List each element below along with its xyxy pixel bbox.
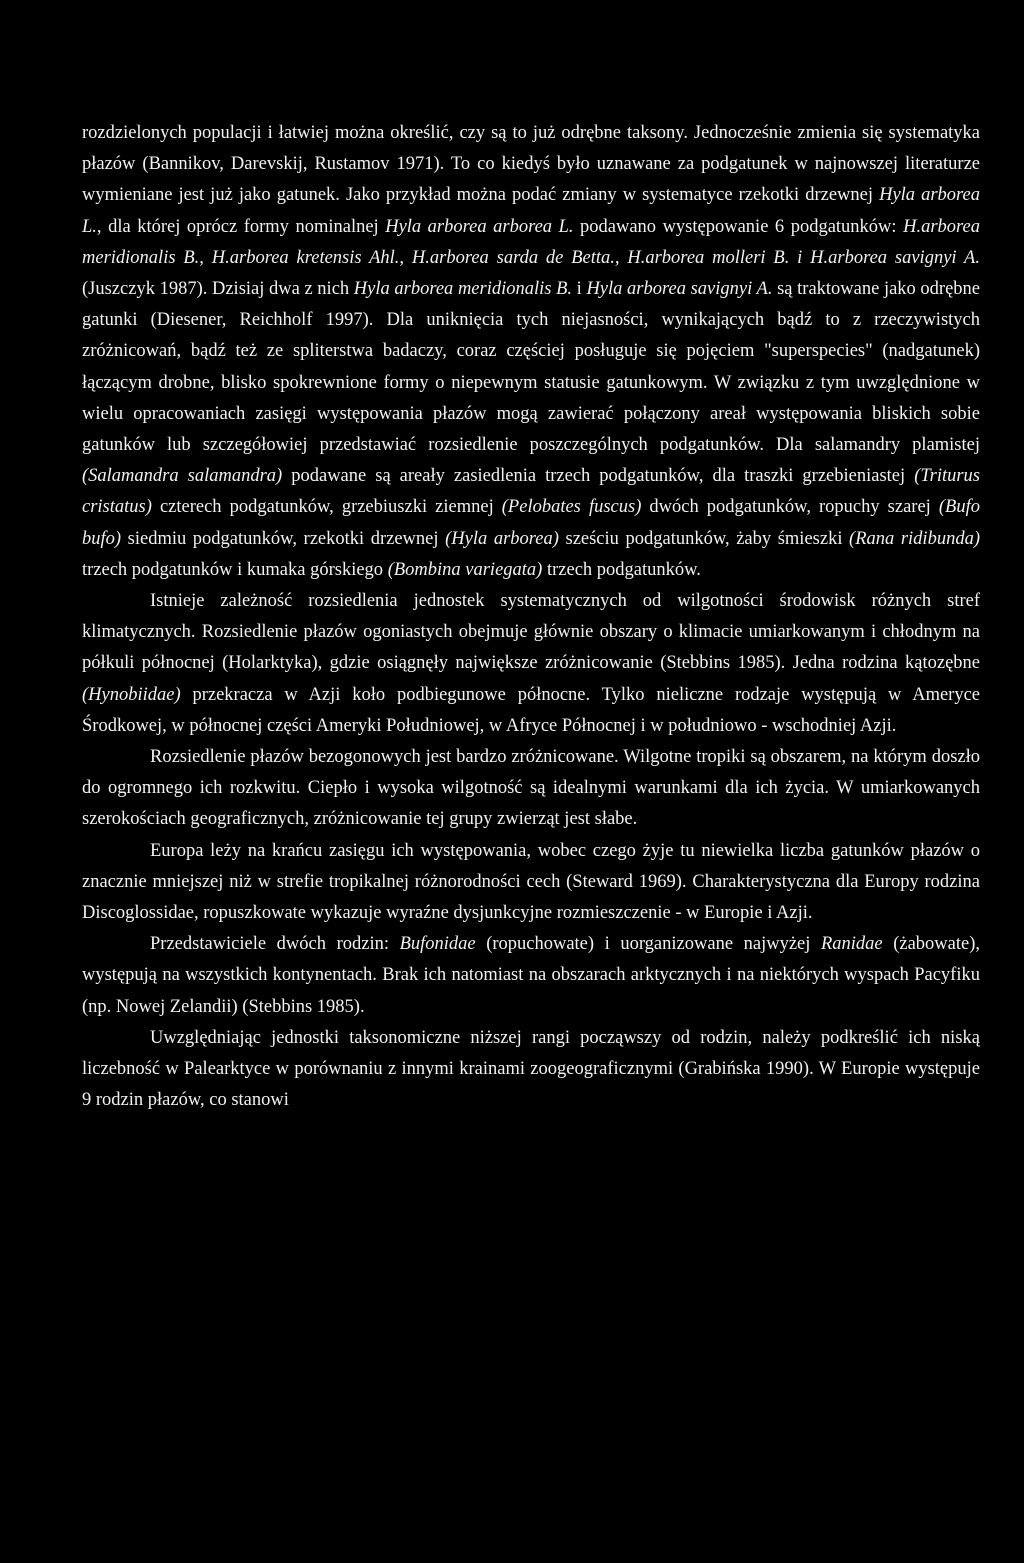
italic-text-segment: (Bufo bufo) [82,497,980,549]
italic-text-segment: (Pelobates fuscus) [501,497,642,518]
text-segment: (ropuchowate) i uorganizowane najwyżej [475,934,821,955]
paragraph [82,836,980,930]
italic-text-segment: Bufonidae [399,934,476,955]
text-segment: rozdzielonych populacji i łatwiej można określić, czy są to już odrębne taksony. Jednocześnie zmienia się systematyka płazów (Bannikov, Darevskij, Rustamov 1971). To co kiedyś było uznawane za podgatunek w najnowszej literaturze wymieniane jest już jako gatunek. Jako przykład można podać zmiany w systematyce rzekotki drzewnej [82,123,980,206]
text-segment: dwóch podgatunków, ropuchy szarej [641,497,939,518]
italic-text-segment: (Salamandra salamandra) [82,466,283,487]
paragraph [82,929,980,1023]
text-segment: Uwzględniając jednostki taksonomiczne niższej rangi począwszy od rodzin, należy podkreślić ich niską liczebność w Palearktyce w porównaniu z innymi krainami zoogeograficznymi (Grabińska 1990). W Europie występuje 9 rodzin płazów, co stanowi [82,1027,980,1111]
paragraph [82,1023,980,1117]
italic-text-segment: Hyla arborea arborea L. [385,216,574,237]
italic-text-segment: (Hyla arborea) [445,528,559,549]
paragraph [82,742,980,836]
text-segment: (Juszczyk 1987). Dzisiaj dwa z nich [82,279,354,300]
italic-text-segment: Ranidae [820,934,883,955]
paragraph [82,118,980,586]
text-segment: podawano występowanie 6 podgatunków: [573,216,904,237]
italic-text-segment: (Hynobiidae) [82,684,181,705]
italic-text-segment: (Bombina variegata) [387,559,543,580]
text-segment: Europa leży na krańcu zasięgu ich występowania, wobec czego żyje tu niewielka liczba gatunków płazów o znacznie mniejszej niż w strefie tropikalnej różnorodności cech (Steward 1969). Charakterystyczna dla Europy rodzina Discoglossidae, ropuszkowate wykazuje wyraźne dysjunkcyjne rozmieszczenie - w Europie i Azji. [82,840,980,924]
text-segment: są traktowane jako odrębne gatunki (Diesener, Reichholf 1997). Dla uniknięcia tych niejasności, wynikających bądź to z rzeczywistych zróżnicowań, bądź też ze spliterstwa badaczy, coraz częściej posługuje się pojęciem "superspecies" (nadgatunek) łączącym drobne, blisko spokrewnione formy o niepewnym statusie gatunkowym. W związku z tym uwzględnione w wielu opracowaniach zasięgi występowania płazów mogą zawierać połączony areał występowania bliskich sobie gatunków lub szczegółowiej przedstawiać rozsiedlenie poszczególnych podgatunków. Dla salamandry plamistej [82,279,981,456]
text-segment: trzech podgatunków. [542,559,701,580]
text-segment: sześciu podgatunków, żaby śmieszki [558,528,850,549]
document-page [82,118,980,1117]
text-segment: Istnieje zależność rozsiedlenia jednostek systematycznych od wilgotności środowisk różnych stref klimatycznych. Rozsiedlenie płazów ogoniastych obejmuje głównie obszary o klimacie umiarkowanym i chłodnym na półkuli północnej (Holarktyka), gdzie osiągnęły największe zróżnicowanie (Stebbins 1985). Jedna rodzina kątozębne [82,591,980,674]
italic-text-segment: (Triturus cristatus) [82,466,980,518]
text-segment: trzech podgatunków i kumaka górskiego [82,559,388,580]
text-segment: czterech podgatunków, grzebiuszki ziemnej [151,497,502,518]
text-segment: Przedstawiciele dwóch rodzin: [150,934,400,955]
italic-text-segment: Hyla arborea meridionalis B. [353,279,573,300]
italic-text-segment: (Rana ridibunda) [849,528,980,549]
text-segment: przekracza w Azji koło podbiegunowe północne. Tylko nieliczne rodzaje występują w Ameryce Środkowej, w północnej części Ameryki Południowej, w Afryce Północnej i w południowo - wschodniej Azji. [82,684,980,736]
text-segment: podawane są areały zasiedlenia trzech podgatunków, dla traszki grzebieniastej [282,466,915,487]
text-segment: (żabowate), występują na wszystkich kontynentach. Brak ich natomiast na obszarach arktycznych i na niektórych wyspach Pacyfiku (np. Nowej Zelandii) (Stebbins 1985). [82,934,980,1017]
text-segment: siedmiu podgatunków, rzekotki drzewnej [121,528,446,549]
italic-text-segment: H.arborea meridionalis B., H.arborea kretensis Ahl., H.arborea sarda de Betta., H.arborea molleri B. i H.arborea savignyi A. [82,216,980,268]
text-segment: Rozsiedlenie płazów bezogonowych jest bardzo zróżnicowane. Wilgotne tropiki są obszarem, na którym doszło do ogromnego ich rozkwitu. Ciepło i wysoka wilgotność są idealnymi warunkami dla ich życia. W umiarkowanych szerokościach geograficznych, zróżnicowanie tej grupy zwierząt jest słabe. [82,747,980,830]
italic-text-segment: Hyla arborea L. [82,185,981,237]
paragraph [82,586,980,742]
text-segment: i [572,279,587,300]
italic-text-segment: Hyla arborea savignyi A. [586,279,773,300]
text-segment: , dla której oprócz formy nominalnej [96,216,386,237]
